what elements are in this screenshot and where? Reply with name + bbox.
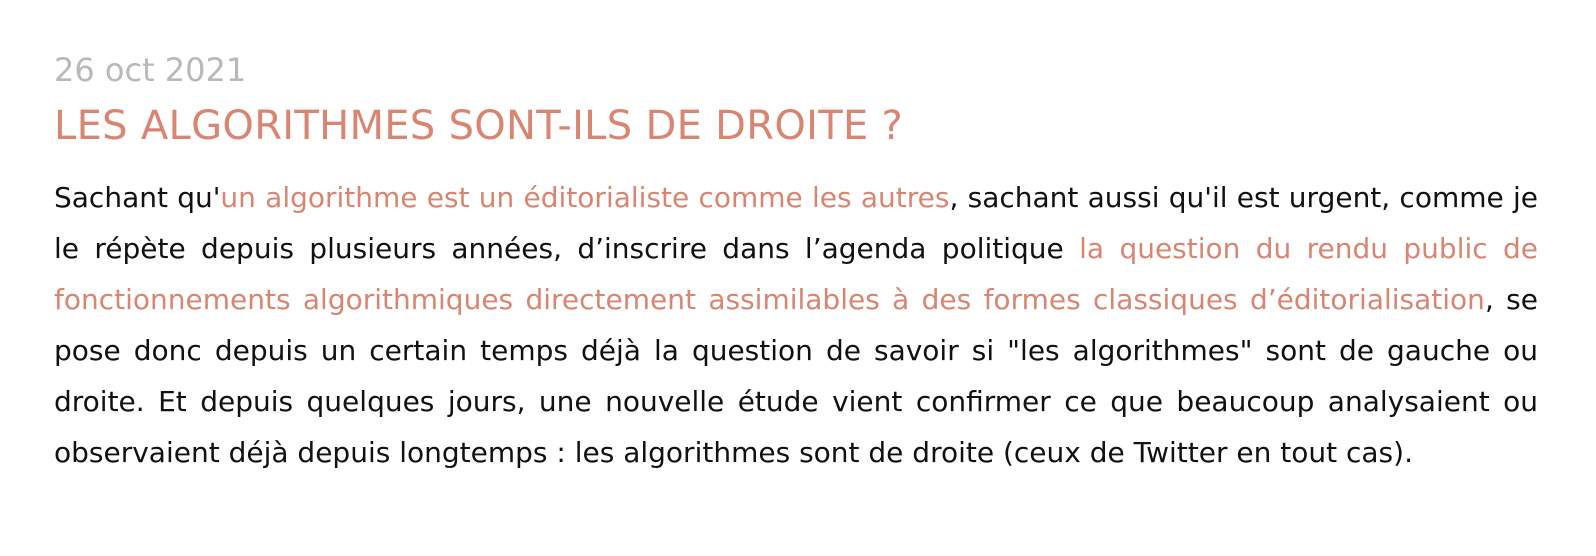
post-title[interactable]: LES ALGORITHMES SONT-ILS DE DROITE ?	[54, 103, 904, 149]
article	[54, 48, 1538, 478]
post-body	[54, 172, 1538, 478]
body-text-segment: , se pose donc depuis un certain temps déjà la question de savoir si "les algorithmes" sont de gauche ou droite. Et depuis quelques jours, une nouvelle étude vient confirmer ce que beaucoup analysaient ou observaient déjà depuis longtemps : les algorithmes sont de droite (ceux de Twitter en tout cas).	[54, 283, 1538, 469]
link-algorithm-editorialist[interactable]: un algorithme est un éditorialiste comme les autres	[220, 181, 950, 214]
body-text-segment: Sachant qu'	[54, 181, 221, 214]
link-public-rendering-question[interactable]: la question du rendu public de fonctionnements algorithmiques directement assimilables à des formes classiques d’éditorialisation	[54, 232, 1539, 316]
post-date: 26 oct 2021	[54, 51, 247, 89]
body-text-segment: , sachant aussi qu'il est urgent, comme je le répète depuis plusieurs années, d’inscrire dans l’agenda politique	[54, 181, 1538, 265]
